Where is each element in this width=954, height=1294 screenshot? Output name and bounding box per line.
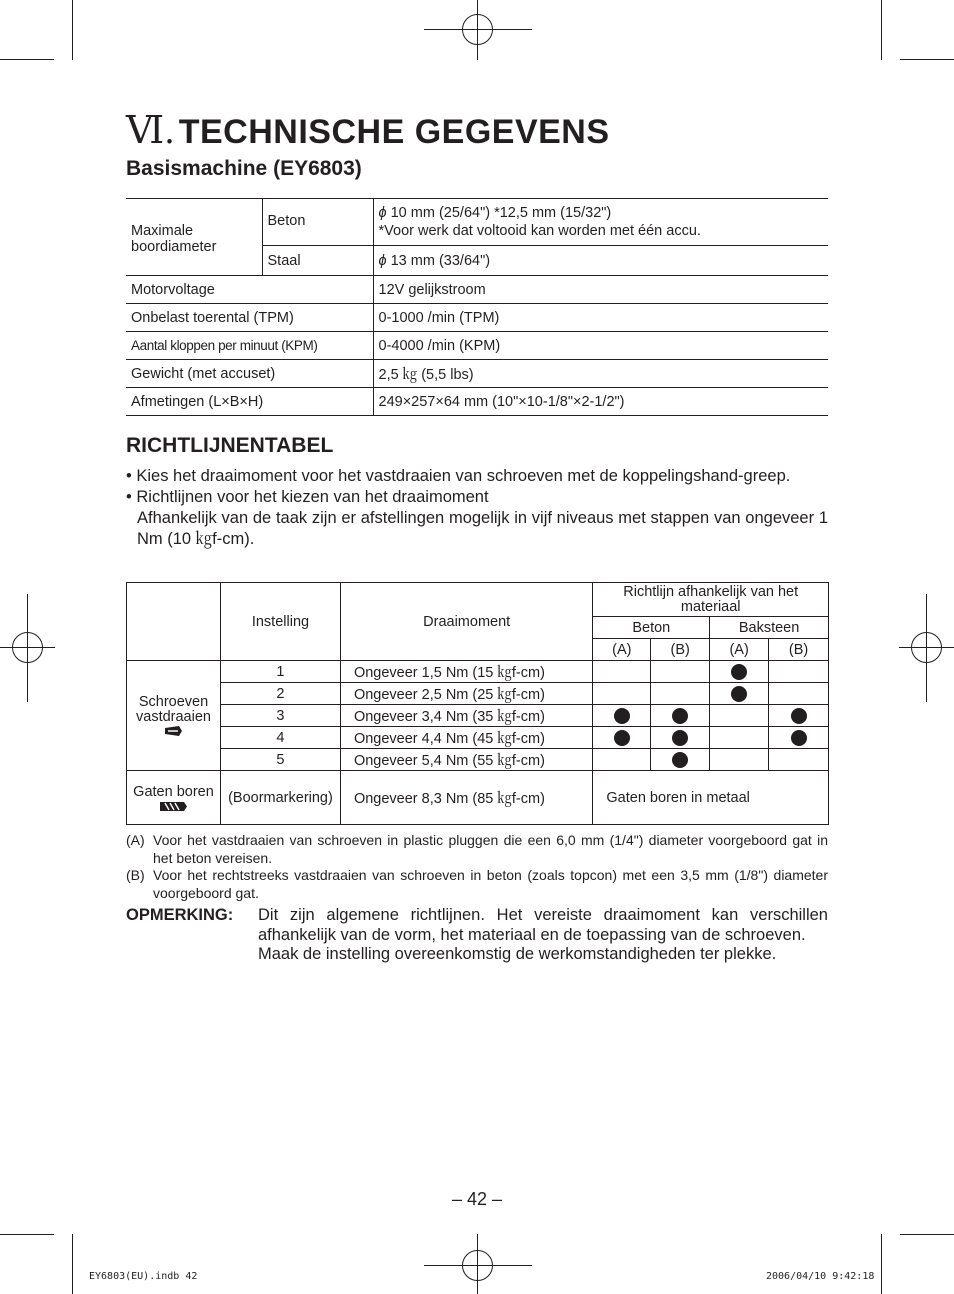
remark-label: OPMERKING:	[126, 906, 234, 924]
spec-beton-value-1: 10 mm (25/64") *12,5 mm (15/32")	[390, 205, 612, 221]
guideline-mark-cell	[769, 661, 829, 683]
header-sub-b: (B)	[651, 639, 710, 661]
drill-torque-cell: Ongeveer 8,3 Nm (85 ㎏f-cm)	[340, 771, 592, 825]
footnote-b	[126, 867, 828, 902]
spec-row-label: Gewicht (met accuset)	[126, 360, 373, 388]
setting-cell: 2	[220, 683, 340, 705]
diameter-symbol: ϕ	[378, 205, 387, 221]
guideline-table	[126, 582, 829, 825]
spec-row-label: Onbelast toerental (TPM)	[126, 304, 373, 332]
section-heading: RICHTLIJNENTABEL	[126, 434, 334, 457]
header-sub-a: (A)	[710, 639, 769, 661]
torque-cell: Ongeveer 5,4 Nm (55 ㎏f-cm)	[340, 749, 592, 771]
setting-cell: 1	[220, 661, 340, 683]
guideline-dot	[731, 686, 747, 702]
guideline-mark-cell	[651, 705, 710, 727]
guideline-dot	[791, 708, 807, 724]
spec-beton-value	[373, 199, 828, 246]
diameter-symbol: ϕ	[378, 252, 387, 269]
header-baksteen: Baksteen	[710, 617, 829, 639]
spec-max-drill-label: Maximale boordiameter	[126, 199, 262, 276]
guideline-dot	[672, 752, 688, 768]
drill-setting-cell: (Boormarkering)	[220, 771, 340, 825]
header-instelling: Instelling	[220, 583, 340, 661]
guideline-mark-cell	[710, 661, 769, 683]
drill-mode-icon	[160, 801, 187, 812]
guideline-mark-cell	[593, 727, 651, 749]
guideline-dot	[614, 708, 630, 724]
footnote-label: (B)	[126, 867, 145, 883]
torque-cell: Ongeveer 4,4 Nm (45 ㎏f-cm)	[340, 727, 592, 749]
group-screw-label: Schroeven vastdraaien	[136, 694, 211, 725]
footer-timestamp: 2006/04/10 9:42:18	[766, 1271, 875, 1282]
spec-staal-label: Staal	[262, 246, 373, 276]
setting-cell: 3	[220, 705, 340, 727]
setting-cell: 4	[220, 727, 340, 749]
torque-cell: Ongeveer 2,5 Nm (25 ㎏f-cm)	[340, 683, 592, 705]
remark-block	[126, 906, 828, 965]
spec-row-label: Motorvoltage	[126, 276, 373, 304]
guideline-dot	[672, 708, 688, 724]
group-drill-label: Gaten boren	[133, 783, 214, 800]
spec-beton-value-2: *Voor werk dat voltooid kan worden met één accu.	[378, 223, 701, 239]
spec-row-value: 249×257×64 mm (10"×10‑1/8"×2‑1/2")	[373, 388, 828, 416]
guideline-dot	[672, 730, 688, 746]
footnote-text: Voor het vastdraaien van schroeven in plastic pluggen die een 6,0 mm (1/4") diameter voorgeboord gat in het beton vereisen.	[153, 832, 828, 866]
guideline-mark-cell	[593, 683, 651, 705]
guideline-mark-cell	[710, 727, 769, 749]
spec-row-label: Aantal kloppen per minuut (KPM)	[126, 332, 373, 360]
remark-paragraph: Dit zijn algemene richtlijnen. Het vereiste draaimoment kan verschillen afhankelijk van de vorm, het materiaal en de toepassing van de schroeven.	[258, 906, 828, 944]
guideline-mark-cell	[769, 749, 829, 771]
guideline-mark-cell	[769, 683, 829, 705]
spec-row-value: 2,5 ㎏ (5,5 lbs)	[373, 360, 828, 388]
guideline-mark-cell	[769, 705, 829, 727]
footer-file: EY6803(EU).indb 42	[89, 1271, 198, 1282]
subtitle: Basismachine (EY6803)	[126, 157, 362, 180]
bullet-item: • Kies het draaimoment voor het vastdraaien van schroeven met de koppelingshand-greep.	[126, 467, 791, 485]
guideline-mark-cell	[710, 749, 769, 771]
header-sub-b: (B)	[769, 639, 829, 661]
guideline-dot	[791, 730, 807, 746]
section-number: Ⅵ.	[126, 110, 175, 152]
spec-staal-value: ϕ 13 mm (33/64")	[373, 246, 828, 276]
bullet-continuation: Afhankelijk van de taak zijn er afstellingen mogelijk in vijf niveaus met stappen van ongeveer 1 Nm (10 ㎏f-cm).	[137, 509, 828, 548]
guideline-mark-cell	[651, 727, 710, 749]
spec-row-value: 12V gelijkstroom	[373, 276, 828, 304]
guideline-mark-cell	[710, 683, 769, 705]
setting-cell: 5	[220, 749, 340, 771]
header-richtlijn: Richtlijn afhankelijk van het materiaal	[593, 583, 829, 617]
spec-row-label: Afmetingen (L×B×H)	[126, 388, 373, 416]
spec-beton-label: Beton	[262, 199, 373, 246]
group-screw-cell	[127, 661, 221, 771]
torque-cell: Ongeveer 1,5 Nm (15 ㎏f-cm)	[340, 661, 592, 683]
footnote-label: (A)	[126, 832, 145, 848]
drill-guideline-cell: Gaten boren in metaal	[593, 771, 829, 825]
page-title	[126, 108, 610, 153]
group-drill-cell	[127, 771, 221, 825]
footnotes	[126, 832, 828, 902]
guideline-dot	[731, 664, 747, 680]
spec-table	[126, 198, 828, 416]
guideline-dot	[614, 730, 630, 746]
bullet-list	[126, 466, 828, 550]
page-number: – 42 –	[451, 1189, 503, 1209]
header-beton: Beton	[593, 617, 710, 639]
footnote-text: Voor het rechtstreeks vastdraaien van schroeven in beton (zoals topcon) met een 3,5 mm (1/8") diameter voorgeboord gat.	[153, 867, 828, 901]
header-draaimoment: Draaimoment	[340, 583, 592, 661]
torque-cell: Ongeveer 3,4 Nm (35 ㎏f-cm)	[340, 705, 592, 727]
guideline-mark-cell	[593, 705, 651, 727]
guideline-mark-cell	[651, 683, 710, 705]
footnote-a	[126, 832, 828, 867]
guideline-mark-cell	[769, 727, 829, 749]
header-blank	[127, 583, 221, 661]
spec-row-value: 0‑1000 /min (TPM)	[373, 304, 828, 332]
guideline-mark-cell	[593, 749, 651, 771]
bullet-item: • Richtlijnen voor het kiezen van het draaimoment	[126, 488, 489, 506]
spec-row-value: 0‑4000 /min (KPM)	[373, 332, 828, 360]
page-title-text: TECHNISCHE GEGEVENS	[178, 113, 610, 151]
guideline-mark-cell	[593, 661, 651, 683]
guideline-mark-cell	[651, 661, 710, 683]
remark-paragraph: Maak de instelling overeenkomstig de werkomstandigheden ter plekke.	[258, 945, 777, 963]
guideline-mark-cell	[651, 749, 710, 771]
screw-mode-icon	[165, 726, 182, 736]
guideline-mark-cell	[710, 705, 769, 727]
header-sub-a: (A)	[593, 639, 651, 661]
